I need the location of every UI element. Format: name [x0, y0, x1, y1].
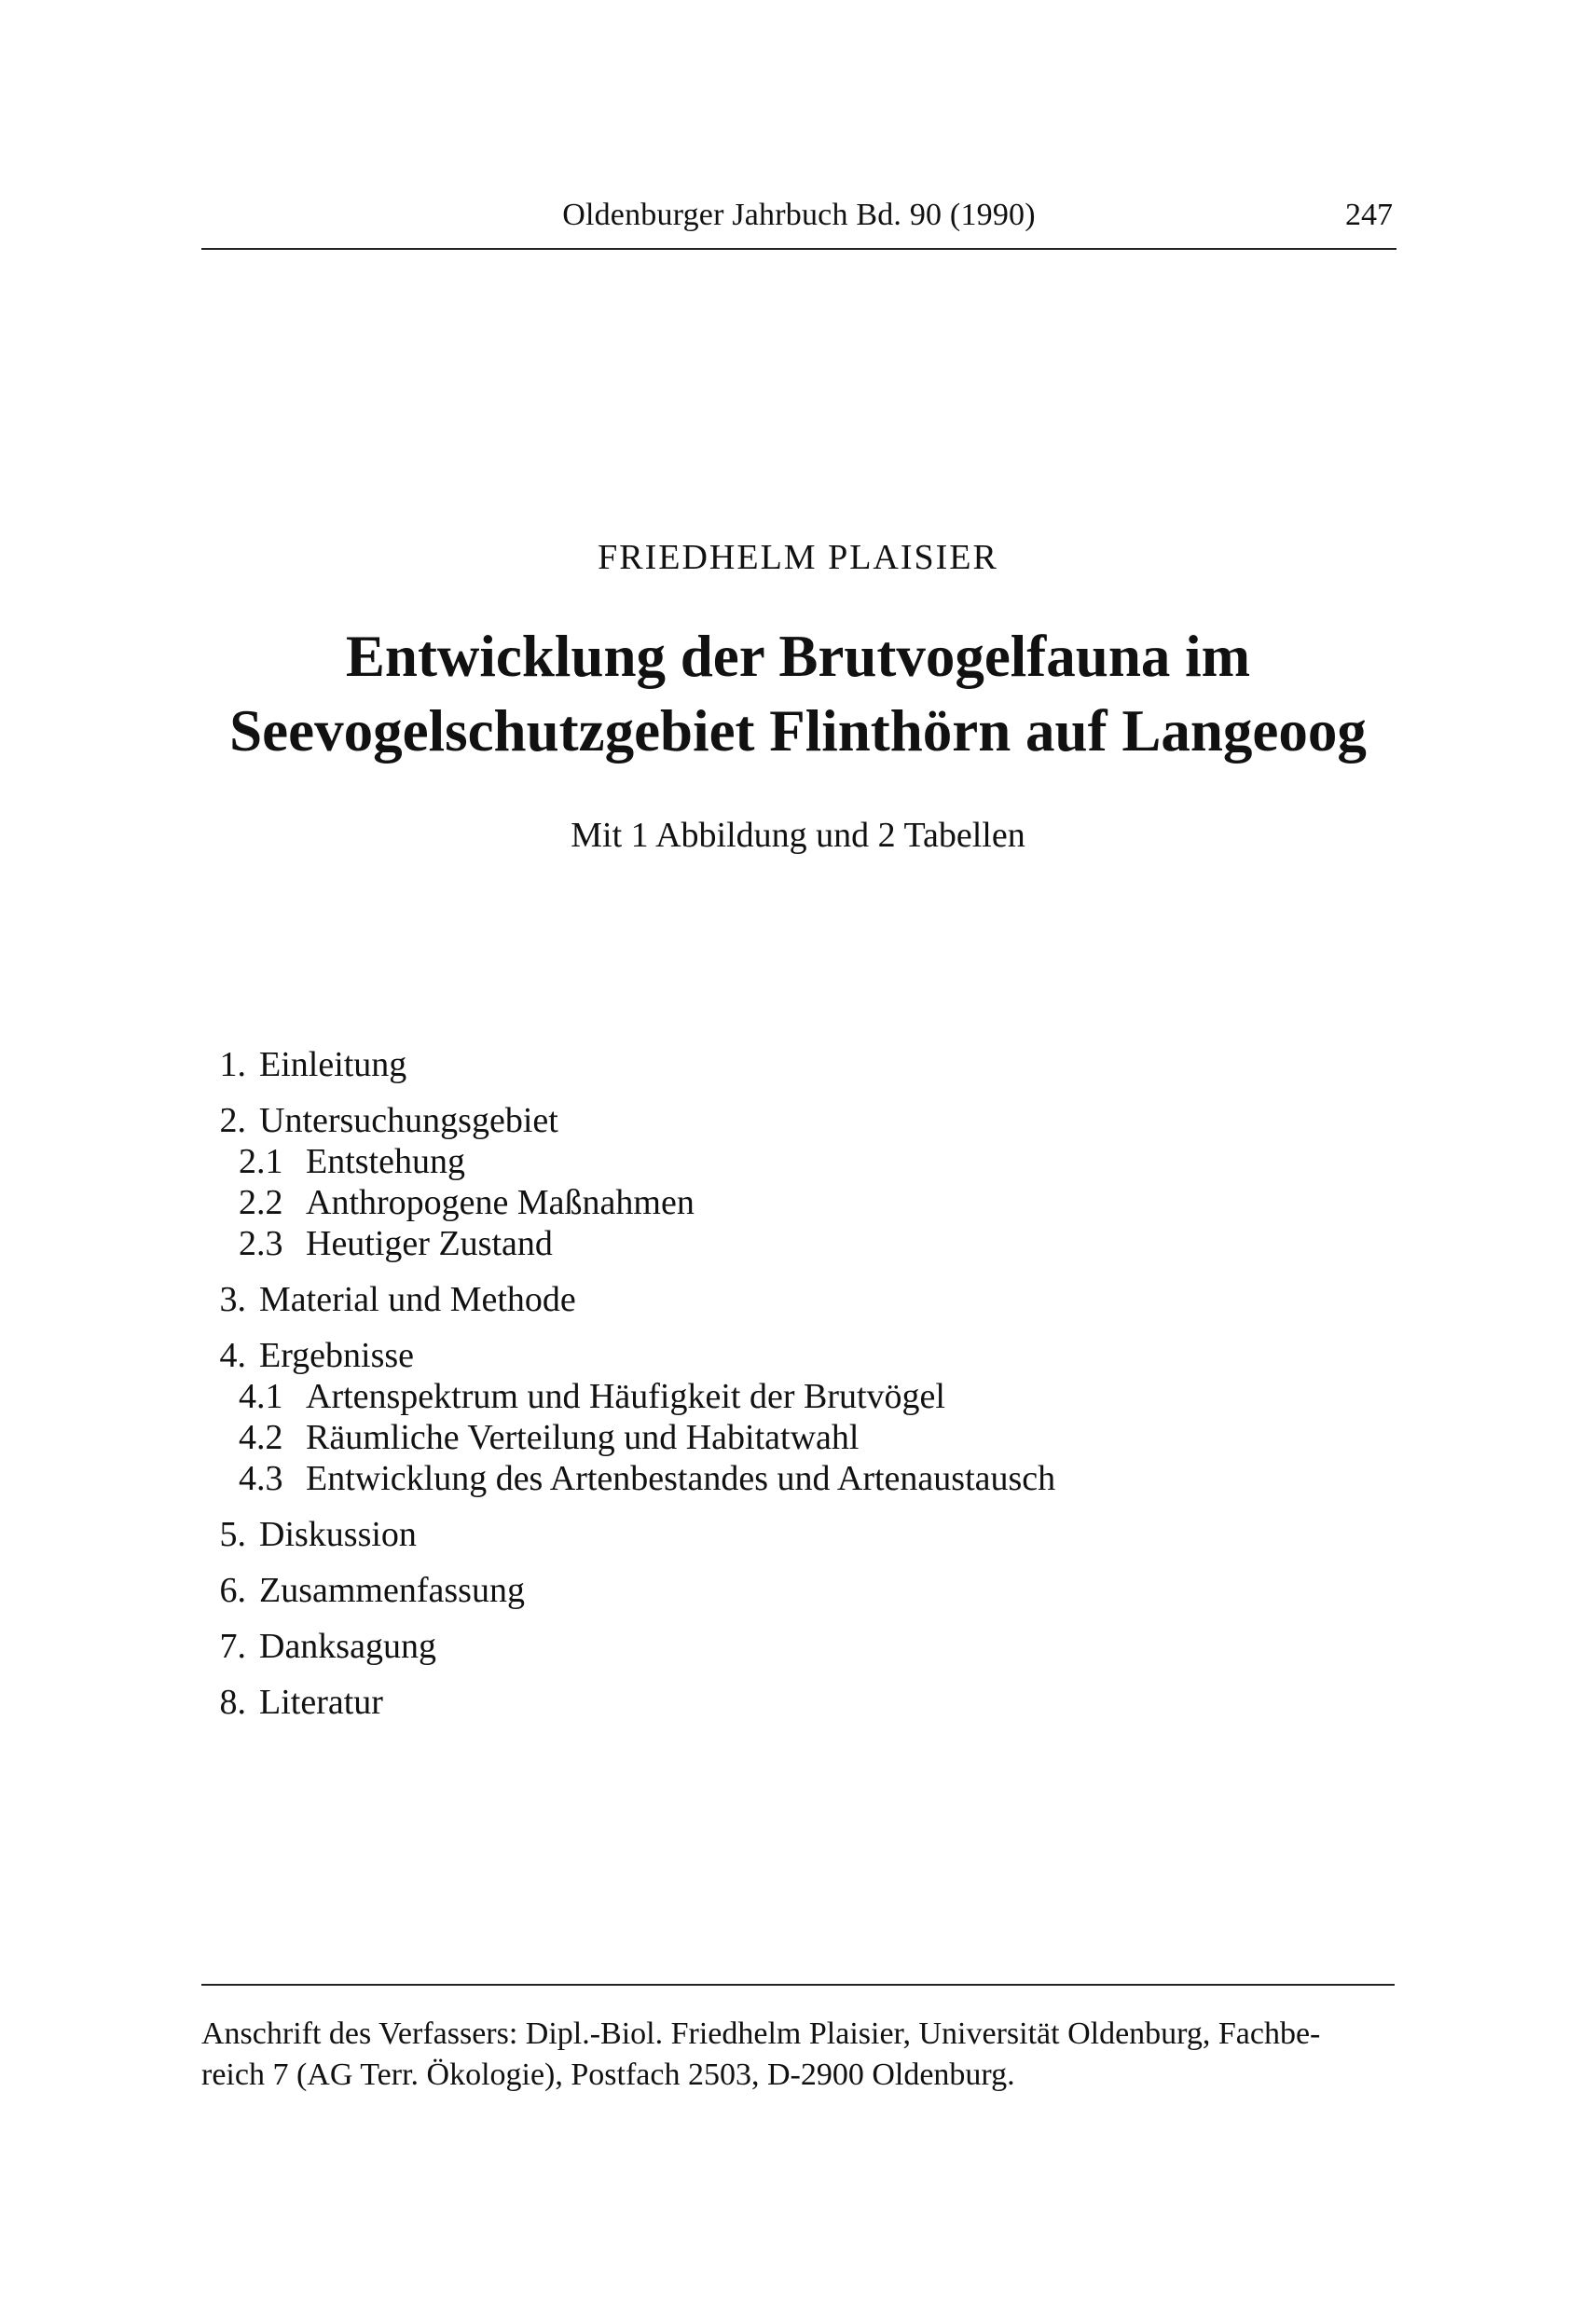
toc-label: Einleitung	[259, 1045, 407, 1084]
toc-number: 5.	[219, 1515, 246, 1554]
article-subtitle: Mit 1 Abbildung und 2 Tabellen	[571, 816, 1025, 855]
toc-number: 2.3	[239, 1224, 283, 1263]
article-title-line: Entwicklung der Brutvogelfauna im	[345, 624, 1251, 689]
page-number: 247	[1345, 198, 1393, 232]
toc-label: Anthropogene Maßnahmen	[306, 1183, 695, 1222]
toc-label: Danksagung	[259, 1627, 436, 1666]
footnote-divider	[201, 1984, 1395, 1986]
running-head	[201, 192, 1396, 250]
toc-label: Artenspektrum und Häufigkeit der Brutvögel	[306, 1377, 945, 1416]
footnote-line: Anschrift des Verfassers: Dipl.-Biol. Friedhelm Plaisier, Universität Oldenburg, Fachbe-	[201, 2016, 1321, 2051]
toc-label: Heutiger Zustand	[306, 1224, 553, 1263]
toc-item	[201, 1570, 1395, 1611]
toc-number: 4.	[219, 1336, 246, 1375]
toc-number: 2.1	[239, 1142, 283, 1181]
article-title-line: Seevogelschutzgebiet Flinthörn auf Langeoog	[229, 698, 1367, 764]
toc-number: 4.1	[239, 1377, 283, 1416]
toc-label: Ergebnisse	[259, 1336, 415, 1375]
toc-item	[201, 1682, 1395, 1723]
toc-item	[201, 1335, 1395, 1376]
toc-item	[201, 1279, 1395, 1320]
toc-subitem	[201, 1376, 1395, 1417]
toc-label: Räumliche Verteilung und Habitatwahl	[306, 1418, 860, 1457]
toc-subitem	[201, 1141, 1395, 1182]
toc-subitem	[201, 1458, 1395, 1499]
article-title	[0, 619, 1596, 768]
toc-number: 2.	[219, 1101, 246, 1140]
toc-label: Material und Methode	[259, 1280, 576, 1319]
toc-subitem	[201, 1223, 1395, 1264]
footnote-line: reich 7 (AG Terr. Ökologie), Postfach 2503, D-2900 Oldenburg.	[201, 2057, 1015, 2092]
toc-item	[201, 1100, 1395, 1141]
toc-item	[201, 1626, 1395, 1667]
toc-number: 7.	[219, 1627, 246, 1666]
toc-label: Entwicklung des Artenbestandes und Artenaustausch	[306, 1459, 1056, 1498]
toc-label: Untersuchungsgebiet	[259, 1101, 558, 1140]
toc-item	[201, 1514, 1395, 1555]
article-author: FRIEDHELM PLAISIER	[598, 538, 998, 577]
toc-label: Literatur	[259, 1683, 383, 1722]
toc-item	[201, 1044, 1395, 1085]
author-address-footnote	[201, 2014, 1395, 2096]
table-of-contents	[201, 1044, 1395, 1723]
toc-number: 6.	[219, 1571, 246, 1610]
toc-number: 4.2	[239, 1418, 283, 1457]
toc-number: 2.2	[239, 1183, 283, 1222]
toc-subitem	[201, 1417, 1395, 1458]
toc-number: 1.	[219, 1045, 246, 1084]
journal-title: Oldenburger Jahrbuch Bd. 90 (1990)	[562, 198, 1036, 232]
toc-label: Entstehung	[306, 1142, 465, 1181]
toc-number: 3.	[219, 1280, 246, 1319]
toc-subitem	[201, 1182, 1395, 1223]
toc-label: Zusammenfassung	[259, 1571, 525, 1610]
toc-number: 4.3	[239, 1459, 283, 1498]
toc-label: Diskussion	[259, 1515, 417, 1554]
toc-number: 8.	[219, 1683, 246, 1722]
